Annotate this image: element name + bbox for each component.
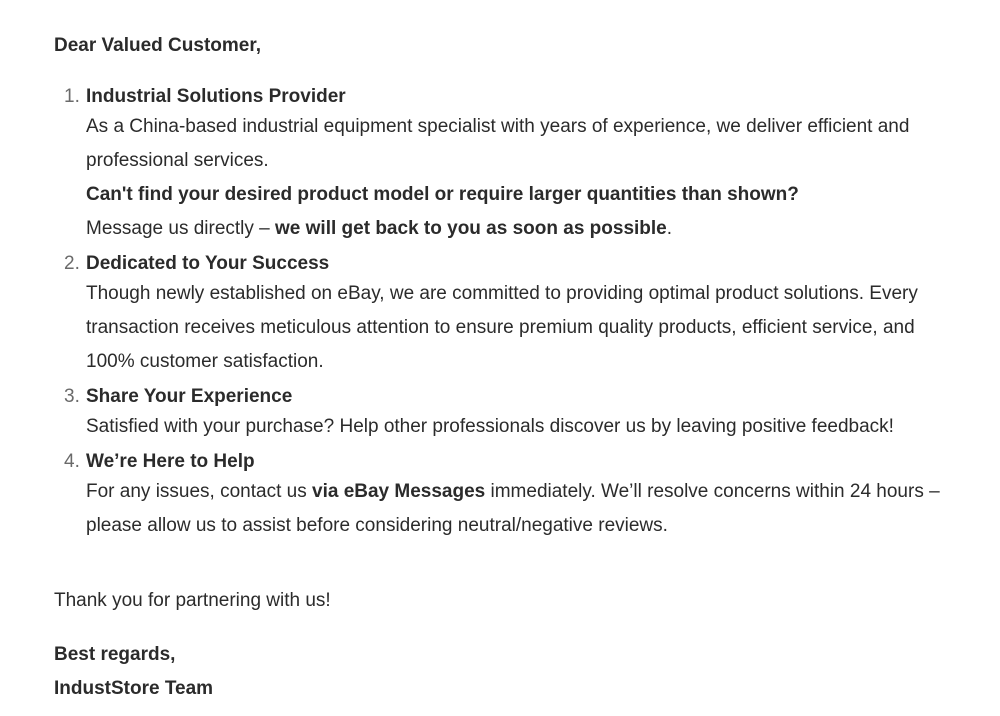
item-title: We’re Here to Help [86,451,255,472]
list-number: 1. [64,86,80,107]
item-body: As a China-based industrial equipment specialist with years of experience, we deliver efficient and professional services. [86,116,910,171]
message-prefix: Message us directly – [86,218,276,239]
list-item [0,251,1000,379]
item-body: Though newly established on eBay, we are committed to providing optimal product solutions. Every transaction receives meticulous attention to ensure premium quality products, efficient service, and 100% customer satisfaction. [86,283,918,372]
signoff [54,638,213,706]
item-body: Satisfied with your purchase? Help other professionals discover us by leaving positive feedback! [86,416,894,437]
closing: Best regards, [54,644,176,665]
greeting: Dear Valued Customer, [54,35,261,56]
body-prefix: For any issues, contact us [86,481,312,502]
message-emphasis: we will get back to you as soon as possible [275,218,667,239]
signature: IndustStore Team [54,678,214,699]
list-item [0,84,1000,246]
list-number: 3. [64,386,80,407]
item-title: Share Your Experience [86,386,293,407]
list-item [0,449,1000,543]
item-title: Dedicated to Your Success [86,253,330,274]
thanks-line: Thank you for partnering with us! [54,590,331,611]
body-emphasis: via eBay Messages [312,481,486,502]
item-question: Can't find your desired product model or require larger quantities than shown? [86,184,799,205]
body-suffix: immediately. We’ll resolve concerns within 24 hours – please allow us to assist before considering neutral/negative reviews. [86,481,940,536]
list-item [0,384,1000,444]
item-body [86,475,950,543]
item-title: Industrial Solutions Provider [86,86,346,107]
item-message [86,212,950,246]
numbered-list [0,84,1000,548]
message-suffix: . [666,218,673,239]
list-number: 2. [64,253,80,274]
list-number: 4. [64,451,80,472]
